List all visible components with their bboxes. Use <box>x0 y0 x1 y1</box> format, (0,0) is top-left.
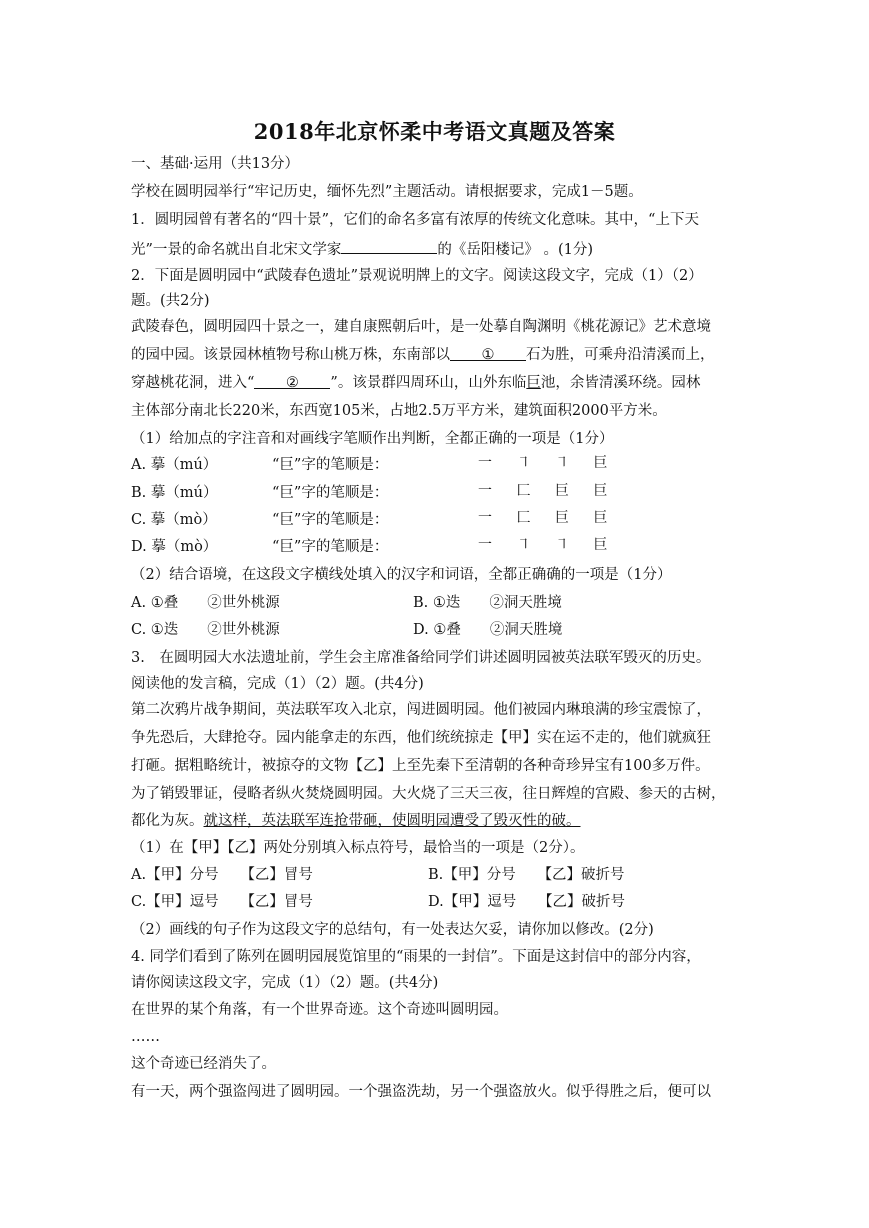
option-row-2cd <box>131 620 746 640</box>
question-4-line-1: 4. 同学们看到了陈列在圆明园展览馆里的“雨果的一封信”。下面是这封信中的部分内容， <box>131 949 701 965</box>
question-2-line-1: 2．下面是圆明园中“武陵春色遗址”景观说明牌上的文字。阅读这段文字，完成（1）（2） <box>131 268 703 284</box>
blank-1: ① <box>450 345 526 361</box>
option-row-3cd <box>131 892 746 912</box>
intro-text: 学校在圆明园举行“牢记历史，缅怀先烈”主题活动。请根据要求，完成1－5题。 <box>131 184 643 200</box>
stroke-order-c: 一 匚 巨 巨 <box>478 510 618 526</box>
passage-2-line-4: 为了销毁罪证，侵略者纵火焚烧圆明园。大火烧了三天三夜，往日辉煌的宫殿、参天的古树， <box>131 786 726 802</box>
passage-2-line-1: 第二次鸦片战争期间，英法联军攻入北京，闯进圆明园。他们被园内琳琅满的珍宝震惊了， <box>131 702 711 718</box>
passage-1-line-3: 穿越桃花洞，进入“ ② ”。该景群四周环山，山外东临巨池，余皆清溪环绕。园林 <box>131 375 701 391</box>
sub-question-2-2: （2）结合语境，在这段文字横线处填入的汉字和词语，全都正确确的一项是（1分） <box>131 567 672 583</box>
question-3-line-2: 阅读他的发言稿，完成（1）（2）题。(共4分) <box>131 676 424 692</box>
passage-2-line-5: 都化为灰。就这样，英法联军连抢带砸，使圆明园遭受了毁灭性的破。 <box>131 813 581 829</box>
passage-3-line-1: 在世界的某个角落，有一个世界奇迹。这个奇迹叫圆明园。 <box>131 1002 508 1018</box>
option-1c: C. 摹（mò） “巨”字的笔顺是： <box>131 512 389 528</box>
option-3a: A.【甲】分号 【乙】冒号 <box>131 867 313 883</box>
section-heading: 一、基础·运用（共13分） <box>131 156 300 172</box>
option-2c: C. ①迭 ②世外桃源 <box>131 622 280 638</box>
passage-1-line-1: 武陵春色，圆明园四十景之一，建自康熙朝后叶，是一处摹自陶渊明《桃花源记》艺术意境 <box>131 319 711 335</box>
question-1-line-1: 1．圆明园曾有著名的“四十景”，它们的命名多富有浓厚的传统文化意味。其中，“上下天 <box>131 212 699 228</box>
sub-question-3-1: （1）在【甲】【乙】两处分别填入标点符号，最恰当的一项是（2分）。 <box>131 840 585 856</box>
stroke-order-d: 一 ㇕ ㇕ 巨 <box>478 537 618 553</box>
option-1a: A. 摹（mú） “巨”字的笔顺是： <box>131 457 389 473</box>
option-2d: D. ①叠 ②洞天胜境 <box>413 622 563 638</box>
option-1d: D. 摹（mò） “巨”字的笔顺是： <box>131 539 389 555</box>
blank-2: ② <box>254 373 330 389</box>
underlined-character: 巨 <box>526 375 541 391</box>
question-1-line-2: 光”一景的命名就出自北宋文学家 的《岳阳楼记》 。(1分) <box>131 238 746 260</box>
option-3d: D.【甲】逗号 【乙】破折号 <box>428 894 625 910</box>
option-row-2ab <box>131 593 746 613</box>
sub-question-3-2: （2）画线的句子作为这段文字的总结句，有一处表达欠妥，请你加以修改。(2分) <box>131 922 654 938</box>
passage-1-line-2: 的园中园。该景园林植物号称山桃万株，东南部以 ① 石为胜，可乘舟沿清溪而上， <box>131 347 715 363</box>
passage-3-line-3: 这个奇迹已经消失了。 <box>131 1056 276 1072</box>
question-3-line-1: 3. 在圆明园大水法遗址前，学生会主席准备给同学们讲述圆明园被英法联军毁灭的历史。 <box>131 650 711 666</box>
option-1b: B. 摹（mú） “巨”字的笔顺是： <box>131 485 389 501</box>
option-3b: B.【甲】分号 【乙】破折号 <box>428 867 625 883</box>
option-3c: C.【甲】逗号 【乙】冒号 <box>131 894 313 910</box>
option-row-3ab <box>131 865 746 885</box>
passage-2-line-2: 争先恐后，大肆抢夺。园内能拿走的东西，他们统统掠走【甲】实在运不走的，他们就疯狂 <box>131 730 711 746</box>
stroke-order-b: 一 匚 巨 巨 <box>478 483 618 499</box>
question-2-line-2: 题。(共2分) <box>131 293 210 309</box>
passage-1-line-4: 主体部分南北长220米，东西宽105米，占地2.5万平方米，建筑面积2000平方米。 <box>131 403 667 419</box>
option-2a: A. ①叠 ②世外桃源 <box>131 595 280 611</box>
sub-question-2-1: （1）给加点的字注音和对画线字笔顺作出判断，全都正确的一项是（1分） <box>131 431 614 447</box>
option-2b: B. ①迭 ②洞天胜境 <box>413 595 562 611</box>
question-4-line-2: 请你阅读这段文字，完成（1）（2）题。(共4分) <box>131 975 439 991</box>
answer-blank[interactable] <box>341 238 437 254</box>
stroke-order-a: 一 ㇕ ㇕ 巨 <box>478 455 618 471</box>
passage-3-line-4: 有一天，两个强盗闯进了圆明园。一个强盗洗劫，另一个强盗放火。似乎得胜之后，便可以 <box>131 1084 711 1100</box>
underlined-sentence: 就这样，英法联军连抢带砸，使圆明园遭受了毁灭性的破。 <box>203 813 581 829</box>
passage-3-ellipsis: …… <box>131 1029 160 1045</box>
passage-2-line-3: 打砸。据粗略统计，被掠夺的文物【乙】上至先秦下至清朝的各种奇珍异宝有100多万件。 <box>131 758 710 774</box>
page-title: 2018年北京怀柔中考语文真题及答案 <box>253 119 616 144</box>
